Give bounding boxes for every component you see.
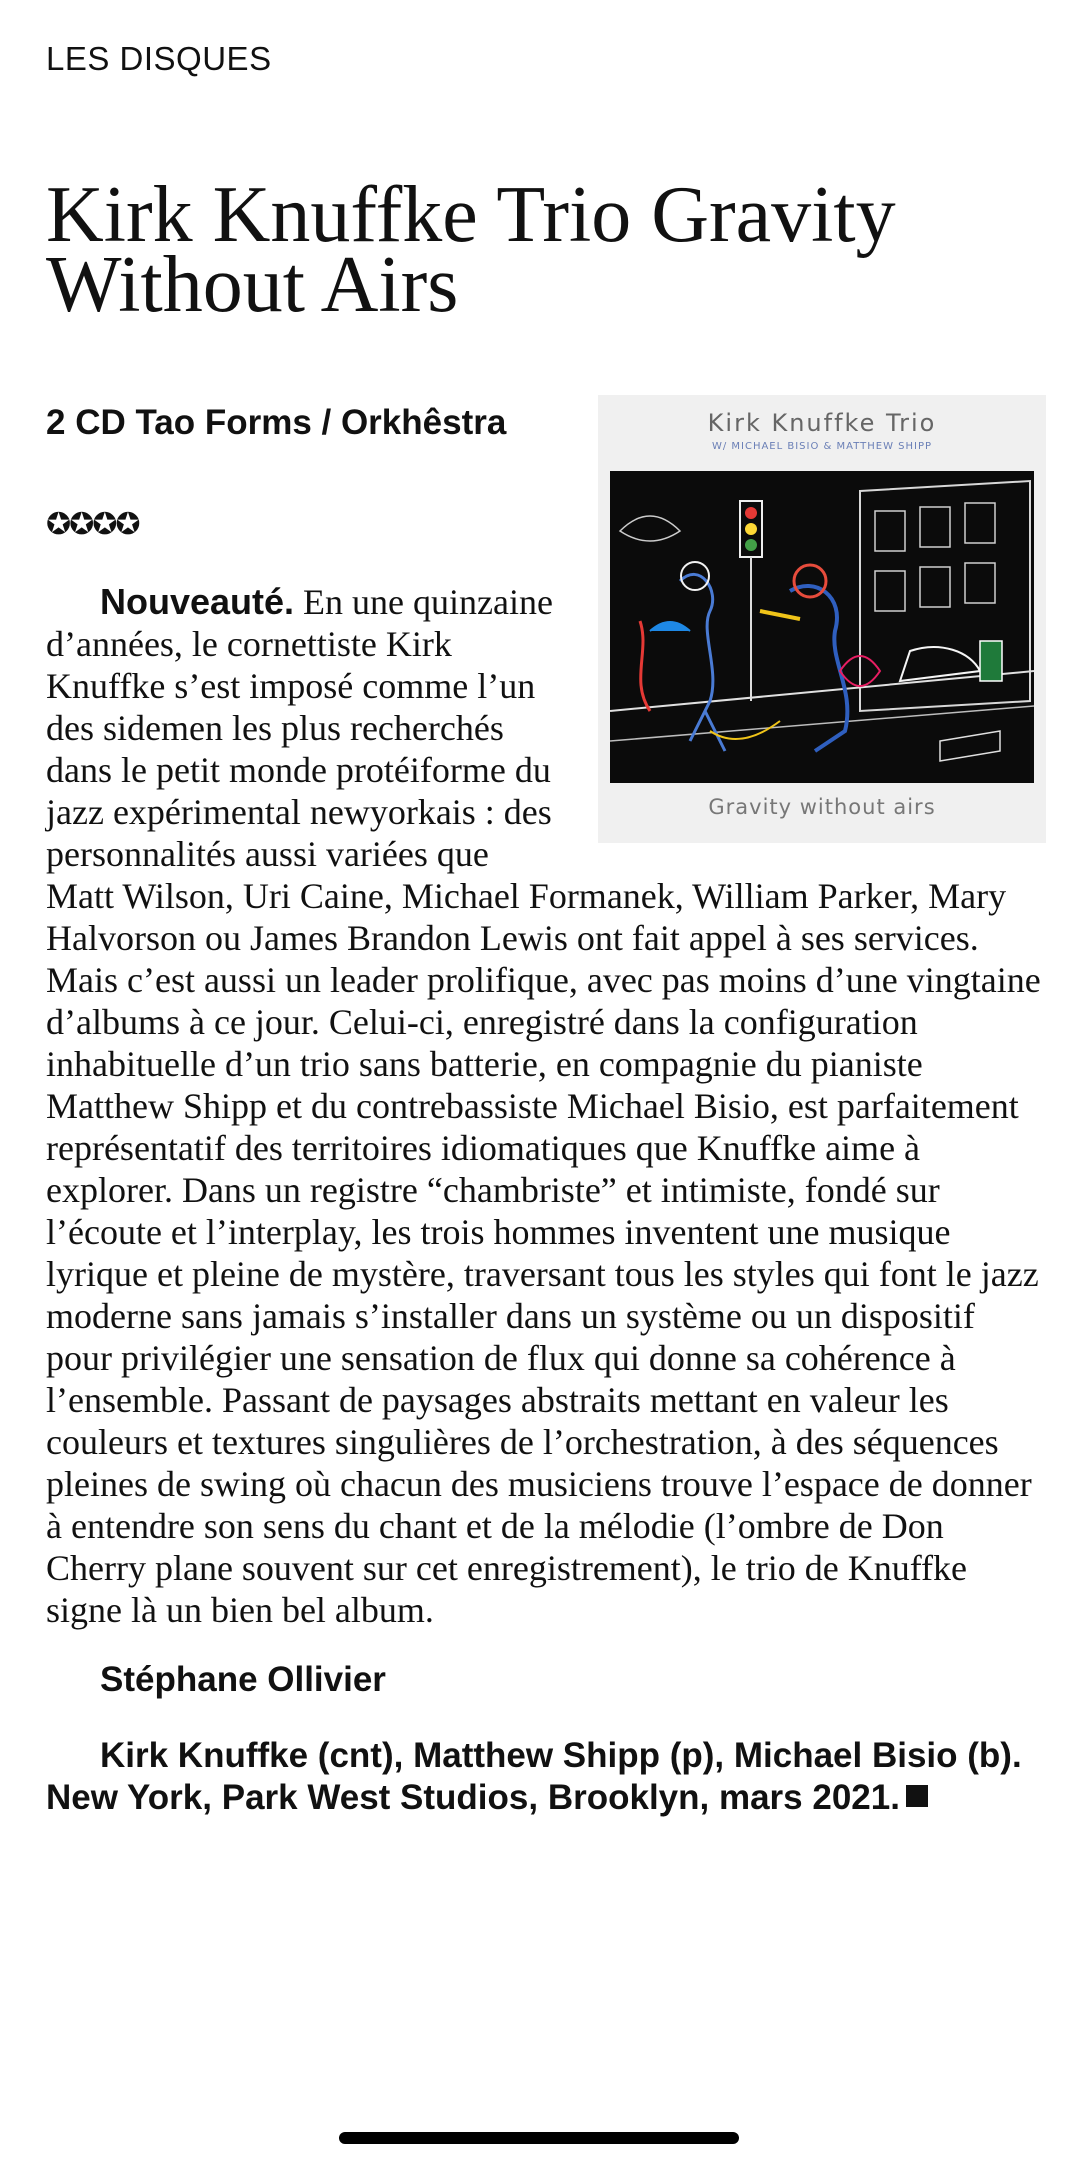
end-mark-icon — [906, 1785, 928, 1807]
cover-artwork — [610, 471, 1034, 783]
recording-credits — [46, 1735, 1046, 1819]
credits-text: Kirk Knuffke (cnt), Matthew Shipp (p), Michael Bisio (b). New York, Park West Studios, Brooklyn, mars 2021. — [46, 1736, 1022, 1817]
cover-album-title: Gravity without airs — [708, 795, 936, 819]
author-signature: Stéphane Ollivier — [100, 1660, 386, 1699]
article-body — [46, 395, 1046, 1819]
article-title: Kirk Knuffke Trio Gravity Without Airs — [46, 171, 896, 329]
section-label: LES DISQUES — [46, 40, 272, 77]
album-cover[interactable] — [598, 395, 1046, 843]
cover-artist: Kirk Knuffke Trio — [707, 409, 937, 437]
rating: ✪✪✪✪ — [46, 507, 139, 542]
release-info: 2 CD Tao Forms / Orkhêstra — [46, 403, 507, 442]
cover-subtitle: W/ MICHAEL BISIO & MATTHEW SHIPP — [711, 441, 933, 452]
review-lead: Nouveauté. — [100, 581, 295, 622]
review-body: En une quinzaine d’années, le cornettiste Kirk Knuffke s’est imposé comme l’un des sidemen les plus recherchés dans le petit monde protéiforme du jazz expérimental newyorkais : des personnalités aussi variées que Matt Wilson, Uri Caine, Michael Formanek, William Parker, Mary Halvorson ou James Brandon Lewis ont fait appel à ses services. Mais c’est aussi un leader prolifique, avec pas moins d’une vingtaine d’albums à ce jour. Celui-ci, enregistré dans la configuration inhabituelle d’un trio sans batterie, en compagnie du pianiste Matthew Shipp et du contrebassiste Michael Bisio, est parfaitement représentatif des territoires idiomatiques que Knuffke aime à explorer. Dans un registre “chambriste” et intimiste, fondé sur l’écoute et l’interplay, les trois hommes inventent une musique lyrique et pleine de mystère, traversant tous les styles qui font le jazz moderne sans jamais s’installer dans un système ou un dispositif pour privilégier une sensation de flux qui donne sa cohérence à l’ensemble. Passant de paysages abstraits mettant en valeur les couleurs et textures singulières de l’orchestration, à des séquences pleines de swing où chacun des musiciens trouve l’espace de donner à entendre son sens du chant et de la mélodie (l’ombre de Don Cherry plane souvent sur cet enregistrement), le trio de Knuffke signe là un bien bel album. — [46, 582, 1041, 1630]
home-indicator[interactable] — [339, 2132, 739, 2144]
